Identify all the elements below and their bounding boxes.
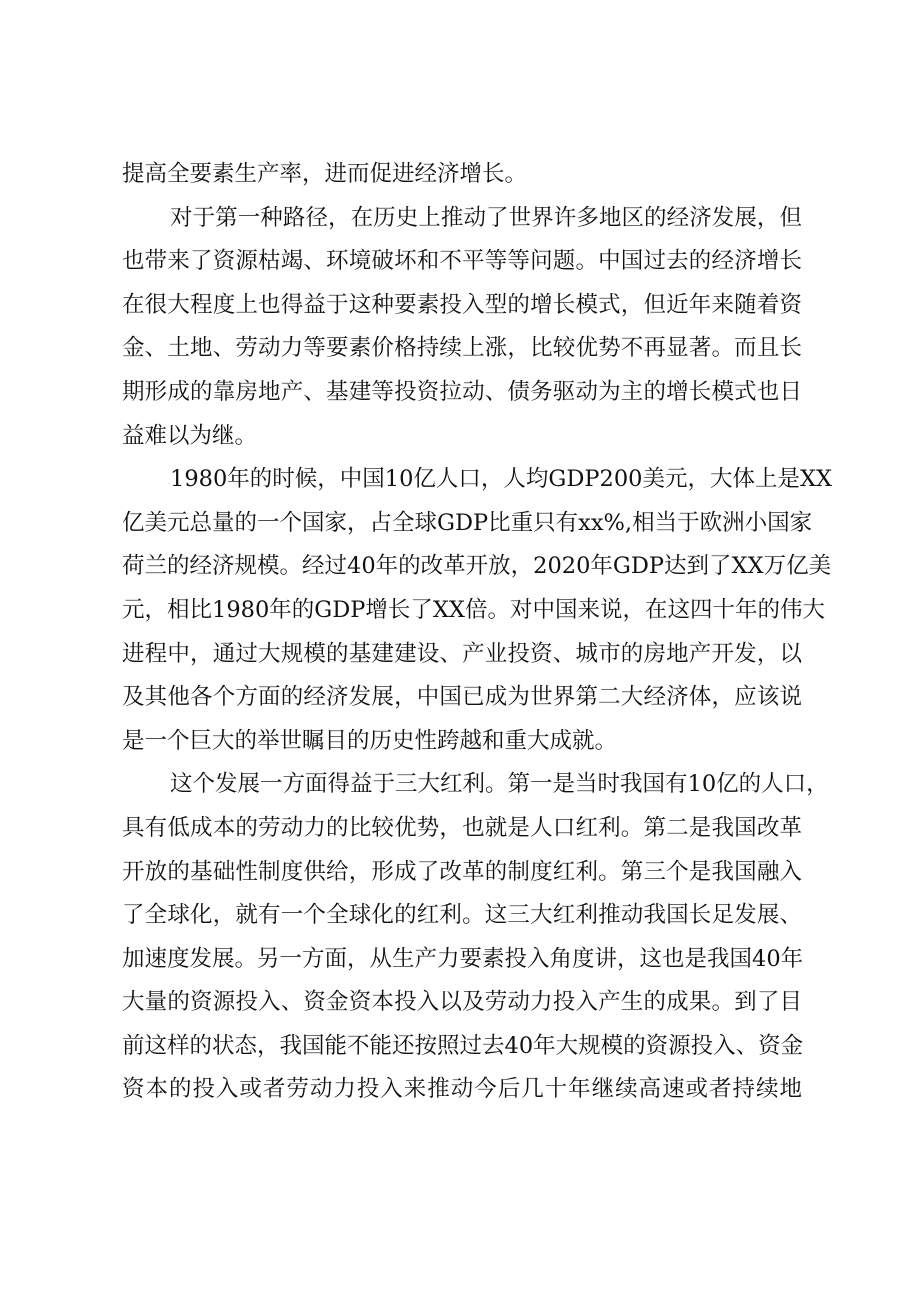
document-body (122, 153, 833, 1112)
text-line: 这个发展一方面得益于三大红利。第一是当时我国有10亿的人口， (170, 771, 829, 798)
text-line: 了全球化，就有一个全球化的红利。这三大红利推动我国长足发展、 (122, 902, 802, 929)
text-line: 提高全要素生产率，进而促进经济增长。 (122, 161, 528, 187)
text-line: 具有低成本的劳动力的比较优势，也就是人口红利。第二是我国改革 (122, 814, 802, 841)
text-line: 也带来了资源枯竭、环境破坏和不平等等问题。中国过去的经济增长 (122, 248, 802, 275)
text-line: 前这样的状态，我国能不能还按照过去40年大规模的资源投入、资金 (122, 1032, 804, 1059)
text-line: 开放的基础性制度供给，形成了改革的制度红利。第三个是我国融入 (122, 858, 802, 885)
text-line: 在很大程度上也得益于这种要素投入型的增长模式，但近年来随着资 (122, 291, 802, 318)
text-line: 1980年的时候，中国10亿人口，人均GDP200美元，大体上是XX (170, 466, 833, 493)
text-line: 期形成的靠房地产、基建等投资拉动、债务驱动为主的增长模式也日 (122, 378, 802, 405)
text-line: 进程中，通过大规模的基建建设、产业投资、城市的房地产开发，以 (122, 640, 802, 667)
text-line: 及其他各个方面的经济发展，中国已成为世界第二大经济体，应该说 (122, 684, 802, 711)
text-line: 大量的资源投入、资金资本投入以及劳动力投入产生的成果。到了目 (122, 989, 802, 1016)
text-line: 元，相比1980年的GDP增长了XX倍。对中国来说，在这四十年的伟大 (122, 596, 825, 623)
text-line: 对于第一种路径，在历史上推动了世界许多地区的经济发展，但 (170, 204, 802, 231)
text-line: 金、土地、劳动力等要素价格持续上涨，比较优势不再显著。而且长 (122, 335, 802, 362)
text-line: 资本的投入或者劳动力投入来推动今后几十年继续高速或者持续地 (122, 1076, 802, 1103)
text-line: 益难以为继。 (122, 422, 258, 449)
text-line: 亿美元总量的一个国家，占全球GDP比重只有xx%,相当于欧洲小国家 (122, 509, 813, 536)
text-line: 加速度发展。另一方面，从生产力要素投入角度讲，这也是我国40年 (122, 945, 804, 972)
text-line: 是一个巨大的举世瞩目的历史性跨越和重大成就。 (122, 727, 618, 754)
text-line: 荷兰的经济规模。经过40年的改革开放，2020年GDP达到了XX万亿美 (122, 553, 832, 580)
